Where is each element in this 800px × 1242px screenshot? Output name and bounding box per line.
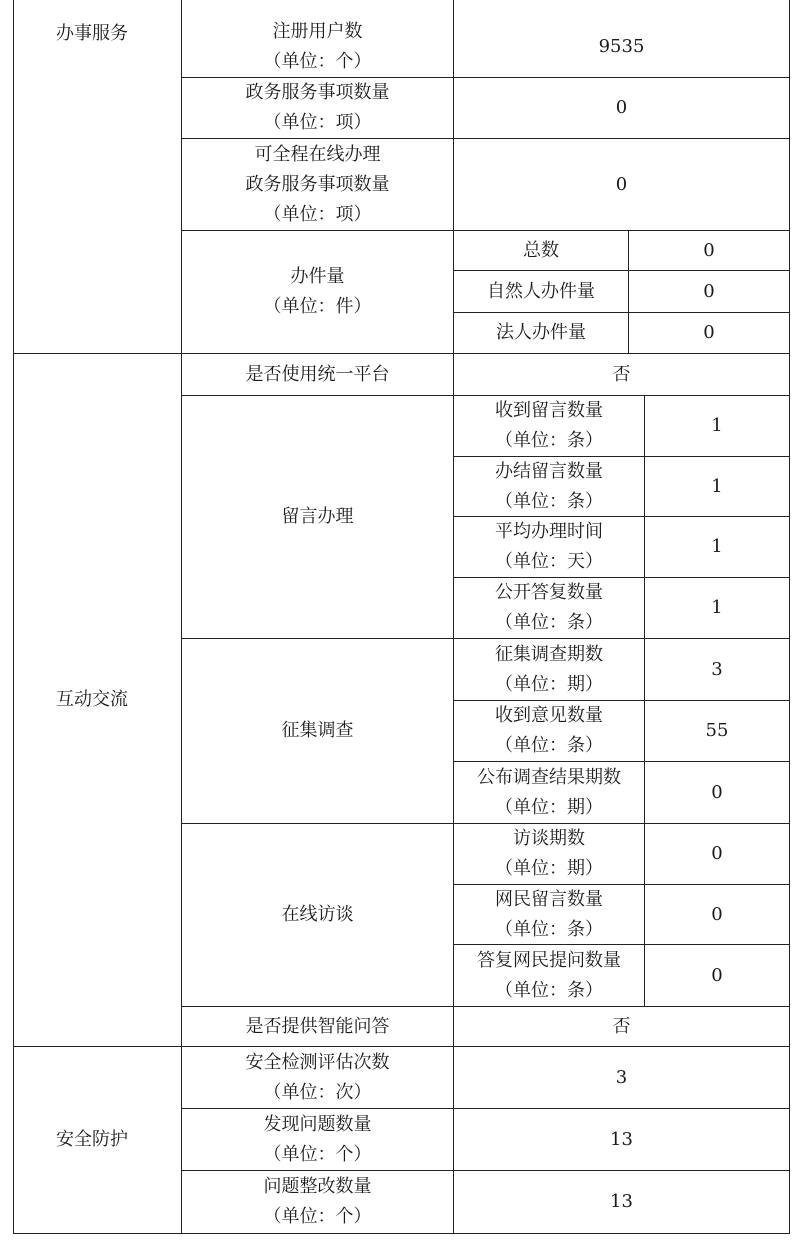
row-value-issues-found: 13 [610, 1128, 633, 1150]
sub-label-interview-replies: 答复网民提问数量 （单位：条） [477, 949, 621, 1001]
sub-label-messages-public: 公开答复数量 （单位：条） [495, 582, 603, 633]
sub-value-cases-total: 0 [703, 239, 715, 261]
sub-label-cases-total: 总数 [523, 239, 559, 261]
row-label-unified-platform: 是否使用统一平台 [245, 363, 390, 385]
row-label-online-items: 可全程在线办理 政务服务事项数量 （单位：项） [245, 143, 390, 225]
sub-value-interview-periods: 0 [711, 843, 723, 864]
sub-value-messages-public: 1 [711, 597, 723, 618]
sub-label-interview-messages: 网民留言数量 （单位：条） [495, 888, 603, 940]
row-label-messages: 留言办理 [281, 506, 354, 527]
row-label-issues-found: 发现问题数量 （单位：个） [263, 1113, 372, 1165]
sub-label-cases-natural: 自然人办件量 [487, 280, 595, 302]
sub-label-survey-opinions: 收到意见数量 （单位：条） [495, 705, 603, 756]
row-label-cases: 办件量 （单位：件） [263, 266, 372, 317]
row-value-service-items: 0 [615, 97, 628, 118]
row-value-smart-qa: 否 [612, 1015, 631, 1037]
sub-label-messages-avg-time: 平均办理时间 （单位：天） [495, 521, 603, 572]
row-value-security-checks: 3 [615, 1066, 628, 1088]
sub-value-survey-periods: 3 [711, 658, 723, 680]
row-value-registered-users: 9535 [598, 35, 645, 57]
row-label-interview: 在线访谈 [281, 904, 354, 925]
sub-value-messages-closed: 1 [711, 475, 723, 497]
row-value-online-items: 0 [615, 173, 628, 195]
row-label-service-items: 政务服务事项数量 （单位：项） [245, 82, 390, 133]
section-label-security: 安全防护 [56, 1129, 128, 1150]
sub-label-survey-periods: 征集调查期数 （单位：期） [495, 643, 603, 695]
row-label-security-checks: 安全检测评估次数 （单位：次） [245, 1051, 390, 1103]
row-label-smart-qa: 是否提供智能问答 [245, 1015, 390, 1037]
sub-label-messages-received: 收到留言数量 （单位：条） [495, 400, 603, 451]
sub-value-cases-legal: 0 [703, 322, 715, 343]
sub-value-cases-natural: 0 [703, 280, 715, 302]
sub-value-messages-avg-time: 1 [711, 536, 723, 557]
sub-value-survey-opinions: 55 [705, 720, 729, 741]
row-label-registered-users: 注册用户数 （单位：个） [263, 20, 372, 72]
row-label-survey: 征集调查 [281, 720, 354, 741]
table-border [789, 0, 790, 1234]
section-label-service: 办事服务 [56, 23, 128, 44]
sub-label-cases-legal: 法人办件量 [496, 322, 586, 343]
sub-value-interview-messages: 0 [711, 903, 723, 925]
sub-label-messages-closed: 办结留言数量 （单位：条） [495, 460, 603, 512]
sub-value-survey-results: 0 [711, 781, 723, 803]
table-border [13, 1233, 790, 1234]
sub-value-interview-replies: 0 [711, 964, 723, 986]
row-value-issues-fixed: 13 [610, 1191, 633, 1212]
row-value-unified-platform: 否 [612, 363, 631, 385]
row-label-issues-fixed: 问题整改数量 （单位：个） [263, 1176, 372, 1227]
sub-label-survey-results: 公布调查结果期数 （单位：期） [477, 766, 621, 818]
sub-value-messages-received: 1 [711, 415, 723, 436]
sub-label-interview-periods: 访谈期数 （单位：期） [495, 828, 603, 879]
section-label-interaction: 互动交流 [56, 689, 128, 710]
